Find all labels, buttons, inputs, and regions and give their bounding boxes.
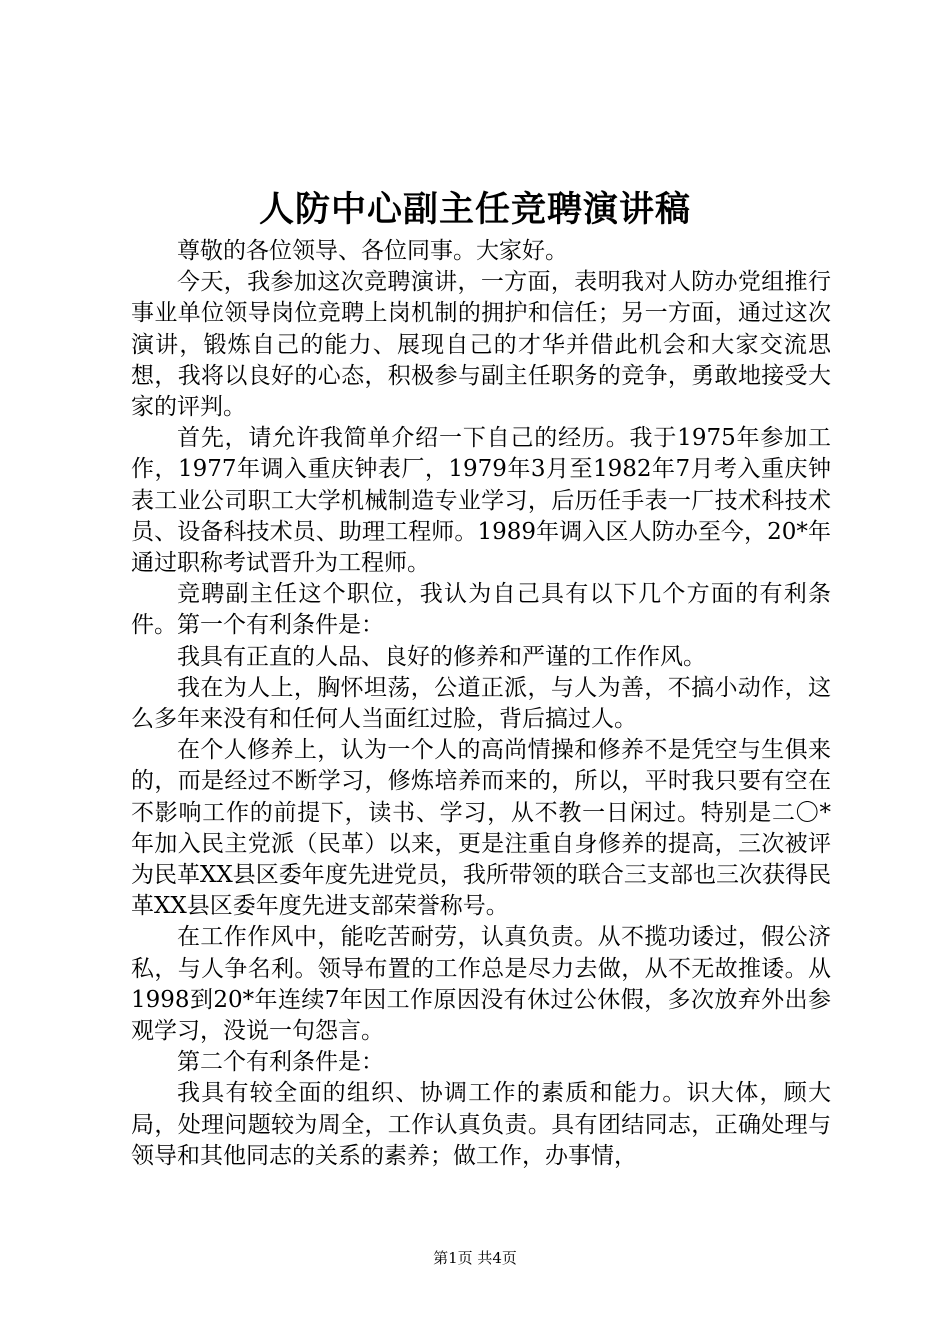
paragraph-conduct: 我在为人上，胸怀坦荡，公道正派，与人为善，不搞小动作，这么多年来没有和任何人当面红过脸，背后搞过人。: [131, 674, 831, 733]
document-body: [131, 236, 831, 1172]
paragraph-experience: 首先，请允许我简单介绍一下自己的经历。我于1975年参加工作，1977年调入重庆钟表厂，1979年3月至1982年7月考入重庆钟表工业公司职工大学机械制造专业学习，后历任手表一厂技术科技术员、设备科技术员、助理工程师。1989年调入区人防办至今，20*年通过职称考试晋升为工程师。: [131, 425, 831, 577]
paragraph-second-condition: 第二个有利条件是：: [177, 1049, 384, 1076]
page-number: 第1页 共4页: [433, 1249, 517, 1267]
paragraph-intro: 今天，我参加这次竞聘演讲，一方面，表明我对人防办党组推行事业单位领导岗位竞聘上岗机制的拥护和信任；另一方面，通过这次演讲，锻炼自己的能力、展现自己的才华并借此机会和大家交流思想，我将以良好的心态，积极参与副主任职务的竞争，勇敢地接受大家的评判。: [131, 269, 831, 421]
paragraph-character: 我具有正直的人品、良好的修养和严谨的工作作风。: [177, 643, 706, 670]
paragraph-cultivation: 在个人修养上，认为一个人的高尚情操和修养不是凭空与生俱来的，而是经过不断学习，修炼培养而来的，所以，平时我只要有空在不影响工作的前提下，读书、学习，从不教一日闲过。特别是二〇*年加入民主党派（民革）以来，更是注重自身修养的提高，三次被评为民革XX县区委年度先进党员，我所带领的联合三支部也三次获得民革XX县区委年度先进支部荣誉称号。: [131, 737, 831, 920]
paragraph-ability: 我具有较全面的组织、协调工作的素质和能力。识大体，顾大局，处理问题较为周全，工作认真负责。具有团结同志，正确处理与领导和其他同志的关系的素养；做工作，办事情，: [131, 1080, 831, 1169]
document-title: 人防中心副主任竞聘演讲稿: [258, 189, 691, 230]
paragraph-greeting: 尊敬的各位领导、各位同事。大家好。: [177, 238, 568, 264]
paragraph-conditions: 竞聘副主任这个职位，我认为自己具有以下几个方面的有利条件。第一个有利条件是：: [131, 581, 831, 639]
paragraph-work-style: 在工作作风中，能吃苦耐劳，认真负责。从不揽功诿过，假公济私，与人争名利。领导布置的工作总是尽力去做，从不无故推诿。从1998到20*年连续7年因工作原因没有休过公休假，多次放弃外出参观学习，没说一句怨言。: [131, 924, 831, 1045]
